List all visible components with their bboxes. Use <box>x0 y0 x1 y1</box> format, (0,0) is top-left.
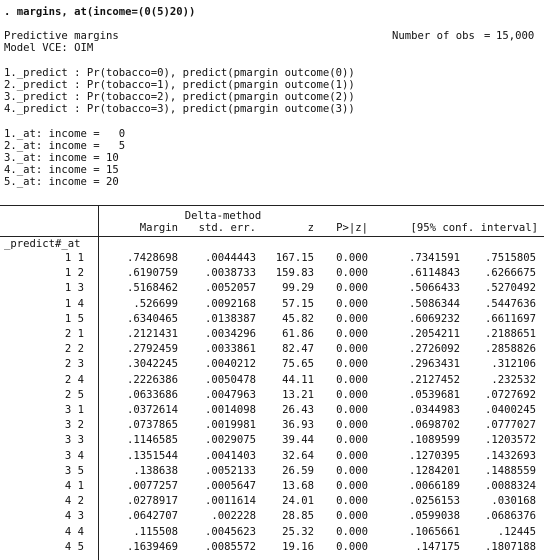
z-cell: 167.15 <box>275 252 314 264</box>
z-cell: 159.83 <box>275 267 314 279</box>
ci-lower-cell: .2127452 <box>408 374 460 386</box>
row-label: 3 2 <box>64 419 84 431</box>
ci-upper-cell: .030168 <box>491 495 536 507</box>
ci-lower-cell: .2963431 <box>408 358 460 370</box>
ci-upper-cell: .0777027 <box>484 419 536 431</box>
ci-lower-cell: .1284201 <box>408 465 460 477</box>
pvalue-cell: 0.000 <box>336 374 368 386</box>
z-cell: 13.21 <box>282 389 314 401</box>
stderr-cell: .002228 <box>211 510 256 522</box>
row-label: 1 5 <box>64 313 84 325</box>
at-def: 4._at: income = 15 <box>4 164 119 176</box>
z-cell: 19.16 <box>282 541 314 553</box>
margin-cell: .0633686 <box>126 389 178 401</box>
row-label: 1 4 <box>64 298 84 310</box>
ci-upper-cell: .1432693 <box>484 450 536 462</box>
ci-upper-cell: .0088324 <box>484 480 536 492</box>
stderr-cell: .0138387 <box>204 313 256 325</box>
at-def: 2._at: income = 5 <box>4 140 126 152</box>
row-label: 3 1 <box>64 404 84 416</box>
z-cell: 57.15 <box>282 298 314 310</box>
stderr-cell: .0029075 <box>204 434 256 446</box>
stderr-cell: .0045623 <box>204 526 256 538</box>
ci-upper-cell: .312106 <box>491 358 536 370</box>
margin-cell: .2121431 <box>126 328 178 340</box>
z-cell: 26.59 <box>282 465 314 477</box>
ci-upper-cell: .6266675 <box>484 267 536 279</box>
command-line: . margins, at(income=(0(5)20)) <box>4 6 196 18</box>
z-cell: 39.44 <box>282 434 314 446</box>
group-label: _predict#_at <box>4 238 81 250</box>
z-cell: 28.85 <box>282 510 314 522</box>
ci-lower-cell: .0066189 <box>408 480 460 492</box>
z-cell: 61.86 <box>282 328 314 340</box>
margin-cell: .0077257 <box>126 480 178 492</box>
ci-lower-cell: .0599038 <box>408 510 460 522</box>
stderr-cell: .0052057 <box>204 282 256 294</box>
pvalue-cell: 0.000 <box>336 419 368 431</box>
ci-lower-cell: .0539681 <box>408 389 460 401</box>
margin-cell: .0372614 <box>126 404 178 416</box>
table-header-rule <box>0 236 544 237</box>
z-cell: 45.82 <box>282 313 314 325</box>
ci-lower-cell: .0256153 <box>408 495 460 507</box>
stderr-cell: .0034296 <box>204 328 256 340</box>
z-cell: 99.29 <box>282 282 314 294</box>
margin-cell: .2792459 <box>126 343 178 355</box>
row-label: 2 4 <box>64 374 84 386</box>
pvalue-cell: 0.000 <box>336 404 368 416</box>
ci-lower-cell: .147175 <box>415 541 460 553</box>
pvalue-cell: 0.000 <box>336 267 368 279</box>
margin-cell: .138638 <box>133 465 178 477</box>
ci-upper-cell: .5270492 <box>484 282 536 294</box>
row-label: 2 5 <box>64 389 84 401</box>
margin-cell: .5168462 <box>126 282 178 294</box>
delta-method-header: Delta-method <box>184 210 262 222</box>
stderr-cell: .0011614 <box>204 495 256 507</box>
stderr-cell: .0085572 <box>204 541 256 553</box>
at-def: 5._at: income = 20 <box>4 176 119 188</box>
stderr-cell: .0092168 <box>204 298 256 310</box>
pvalue-cell: 0.000 <box>336 480 368 492</box>
table-top-rule <box>0 205 544 206</box>
col-margin-header: Margin <box>139 222 178 234</box>
margin-cell: .2226386 <box>126 374 178 386</box>
pvalue-cell: 0.000 <box>336 434 368 446</box>
row-label: 1 1 <box>64 252 84 264</box>
stderr-cell: .0040212 <box>204 358 256 370</box>
ci-lower-cell: .1089599 <box>408 434 460 446</box>
col-ci-header: [95% conf. interval] <box>410 222 538 234</box>
ci-lower-cell: .7341591 <box>408 252 460 264</box>
ci-upper-cell: .0686376 <box>484 510 536 522</box>
z-cell: 82.47 <box>282 343 314 355</box>
row-label: 1 3 <box>64 282 84 294</box>
ci-upper-cell: .0727692 <box>484 389 536 401</box>
row-label: 3 4 <box>64 450 84 462</box>
pvalue-cell: 0.000 <box>336 495 368 507</box>
col-stderr-header: std. err. <box>198 222 256 234</box>
ci-upper-cell: .2188651 <box>484 328 536 340</box>
z-cell: 24.01 <box>282 495 314 507</box>
pvalue-cell: 0.000 <box>336 313 368 325</box>
ci-upper-cell: .2858826 <box>484 343 536 355</box>
margin-cell: .6190759 <box>126 267 178 279</box>
margin-cell: .0642707 <box>126 510 178 522</box>
row-label: 3 5 <box>64 465 84 477</box>
z-cell: 44.11 <box>282 374 314 386</box>
ci-upper-cell: .0400245 <box>484 404 536 416</box>
row-label: 4 5 <box>64 541 84 553</box>
predict-def: 3._predict : Pr(tobacco=2), predict(pmargin outcome(2)) <box>4 91 355 103</box>
margin-cell: .3042245 <box>126 358 178 370</box>
at-def: 3._at: income = 10 <box>4 152 119 164</box>
margin-cell: .115508 <box>133 526 178 538</box>
col-pvalue-header: P>|z| <box>336 222 368 234</box>
pvalue-cell: 0.000 <box>336 510 368 522</box>
pvalue-cell: 0.000 <box>336 389 368 401</box>
row-label: 4 1 <box>64 480 84 492</box>
row-label: 4 4 <box>64 526 84 538</box>
pvalue-cell: 0.000 <box>336 450 368 462</box>
stderr-cell: .0041403 <box>204 450 256 462</box>
nobs-value: 15,000 <box>496 30 535 42</box>
margin-cell: .0737865 <box>126 419 178 431</box>
at-def: 1._at: income = 0 <box>4 128 126 140</box>
ci-lower-cell: .1065661 <box>408 526 460 538</box>
nobs-label: Number of obs <box>392 30 475 42</box>
ci-lower-cell: .0344983 <box>408 404 460 416</box>
z-cell: 13.68 <box>282 480 314 492</box>
margin-cell: .0278917 <box>126 495 178 507</box>
pvalue-cell: 0.000 <box>336 465 368 477</box>
z-cell: 75.65 <box>282 358 314 370</box>
row-label: 4 2 <box>64 495 84 507</box>
margin-cell: .526699 <box>133 298 178 310</box>
pvalue-cell: 0.000 <box>336 358 368 370</box>
z-cell: 25.32 <box>282 526 314 538</box>
col-z-header: z <box>307 222 314 234</box>
ci-lower-cell: .5066433 <box>408 282 460 294</box>
ci-upper-cell: .6611697 <box>484 313 536 325</box>
predict-def: 2._predict : Pr(tobacco=1), predict(pmargin outcome(1)) <box>4 79 355 91</box>
ci-lower-cell: .5086344 <box>408 298 460 310</box>
stderr-cell: .0033861 <box>204 343 256 355</box>
ci-lower-cell: .6114843 <box>408 267 460 279</box>
pvalue-cell: 0.000 <box>336 541 368 553</box>
z-cell: 36.93 <box>282 419 314 431</box>
row-label: 3 3 <box>64 434 84 446</box>
ci-upper-cell: .7515805 <box>484 252 536 264</box>
stderr-cell: .0005647 <box>204 480 256 492</box>
ci-upper-cell: .1807188 <box>484 541 536 553</box>
row-label: 1 2 <box>64 267 84 279</box>
stderr-cell: .0050478 <box>204 374 256 386</box>
z-cell: 32.64 <box>282 450 314 462</box>
ci-upper-cell: .232532 <box>491 374 536 386</box>
predict-def: 4._predict : Pr(tobacco=3), predict(pmargin outcome(3)) <box>4 103 355 115</box>
stderr-cell: .0044443 <box>204 252 256 264</box>
margin-cell: .6340465 <box>126 313 178 325</box>
stderr-cell: .0047963 <box>204 389 256 401</box>
ci-lower-cell: .1270395 <box>408 450 460 462</box>
pvalue-cell: 0.000 <box>336 298 368 310</box>
row-label: 2 1 <box>64 328 84 340</box>
row-label: 2 2 <box>64 343 84 355</box>
margin-cell: .7428698 <box>126 252 178 264</box>
row-label: 2 3 <box>64 358 84 370</box>
stderr-cell: .0038733 <box>204 267 256 279</box>
ci-upper-cell: .5447636 <box>484 298 536 310</box>
stderr-cell: .0052133 <box>204 465 256 477</box>
z-cell: 26.43 <box>282 404 314 416</box>
margin-cell: .1639469 <box>126 541 178 553</box>
ci-lower-cell: .6069232 <box>408 313 460 325</box>
ci-upper-cell: .1488559 <box>484 465 536 477</box>
ci-upper-cell: .1203572 <box>484 434 536 446</box>
pvalue-cell: 0.000 <box>336 252 368 264</box>
pvalue-cell: 0.000 <box>336 328 368 340</box>
pvalue-cell: 0.000 <box>336 526 368 538</box>
ci-upper-cell: .12445 <box>497 526 536 538</box>
predict-def: 1._predict : Pr(tobacco=0), predict(pmargin outcome(0)) <box>4 67 355 79</box>
ci-lower-cell: .0698702 <box>408 419 460 431</box>
pvalue-cell: 0.000 <box>336 343 368 355</box>
table-vertical-rule <box>98 205 99 560</box>
results-title: Predictive margins <box>4 30 119 42</box>
margin-cell: .1351544 <box>126 450 178 462</box>
ci-lower-cell: .2054211 <box>408 328 460 340</box>
model-vce: Model VCE: OIM <box>4 42 94 54</box>
nobs-eq: = <box>484 30 491 42</box>
stderr-cell: .0014098 <box>204 404 256 416</box>
pvalue-cell: 0.000 <box>336 282 368 294</box>
margin-cell: .1146585 <box>126 434 178 446</box>
stderr-cell: .0019981 <box>204 419 256 431</box>
ci-lower-cell: .2726092 <box>408 343 460 355</box>
row-label: 4 3 <box>64 510 84 522</box>
